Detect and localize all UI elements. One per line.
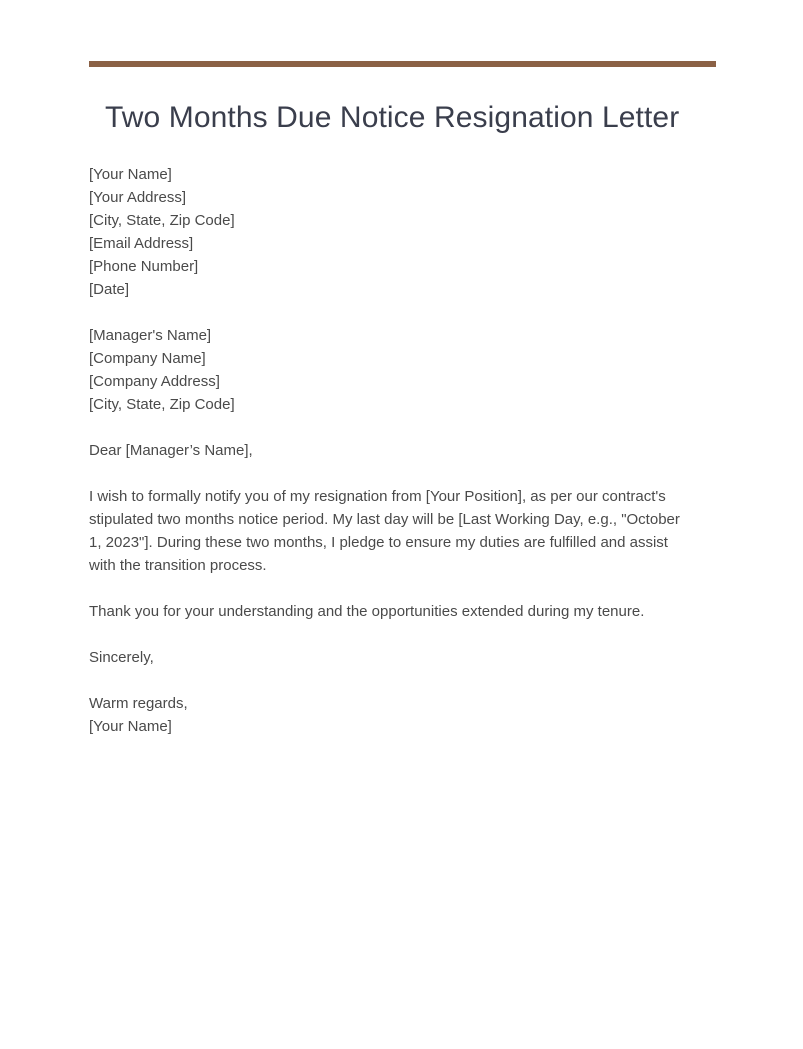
body-paragraph-2: Thank you for your understanding and the opportunities extended during my tenure. [89, 603, 645, 620]
letter-date: [Date] [89, 281, 130, 298]
sender-email: [Email Address] [89, 235, 194, 252]
recipient-city-state-zip: [City, State, Zip Code] [89, 396, 235, 413]
document-content [89, 0, 716, 738]
recipient-company-address: [Company Address] [89, 373, 220, 390]
body-paragraph-1: I wish to formally notify you of my resignation from [Your Position], as per our contract's stipulated two months notice period. My last day will be [Last Working Day, e.g., "October 1, 2023"]. During these two months, I pledge to ensure my duties are fulfilled and assist with the transition process. [89, 488, 680, 574]
sender-phone: [Phone Number] [89, 258, 199, 275]
closing-sincerely: Sincerely, [89, 649, 154, 666]
header-accent-rule [89, 61, 716, 67]
recipient-address-block [89, 324, 681, 416]
page-title: Two Months Due Notice Resignation Letter [105, 101, 680, 134]
signature-name: [Your Name] [89, 718, 172, 735]
sender-city-state-zip: [City, State, Zip Code] [89, 212, 235, 229]
letter-body [89, 163, 681, 738]
closing-warm-regards: Warm regards, [89, 695, 188, 712]
sender-name: [Your Name] [89, 166, 172, 183]
recipient-manager-name: [Manager's Name] [89, 327, 212, 344]
recipient-company-name: [Company Name] [89, 350, 206, 367]
sender-street-address: [Your Address] [89, 189, 187, 206]
salutation: Dear [Manager’s Name], [89, 442, 253, 459]
signature-block [89, 692, 681, 738]
sender-address-block [89, 163, 681, 301]
